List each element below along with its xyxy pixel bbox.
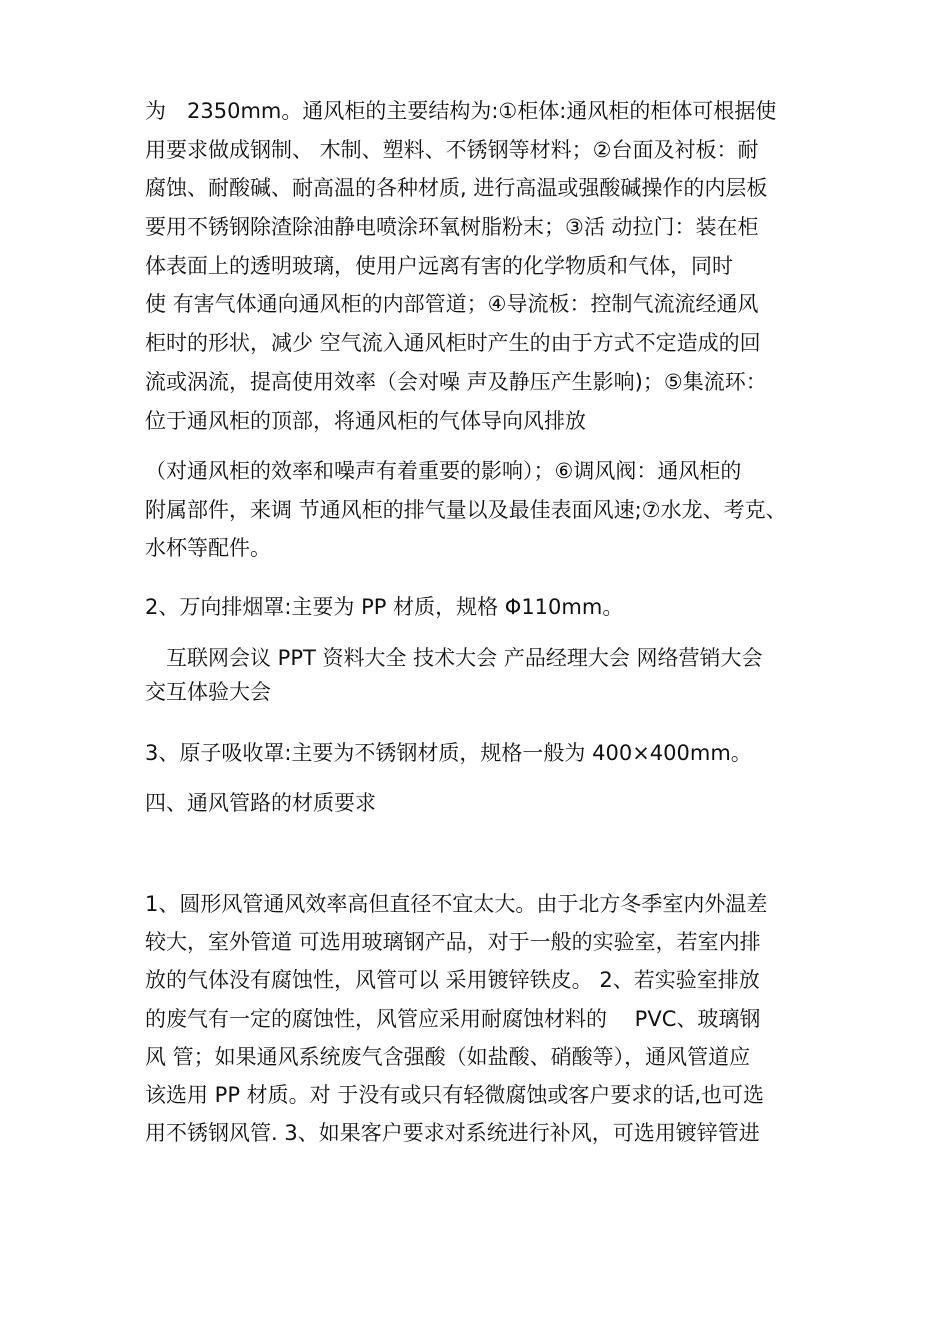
text-line: 3、原子吸收罩:主要为不锈钢材质，规格一般为 400×400mm。: [145, 741, 752, 765]
text-line: （对通风柜的效率和噪声有着重要的影响）；⑥调风阀：通风柜的: [145, 459, 742, 483]
section-heading: [145, 784, 817, 823]
paragraph-fume-hood-structure: [145, 92, 817, 440]
text-line: 互联网会议 PPT 资料大全 技术大会 产品经理大会 网络营销大会: [145, 646, 763, 670]
text-line: 用要求做成钢制、 木制、塑料、不锈钢等材料；②台面及衬板：耐: [145, 137, 759, 162]
text-line: 柜时的形状，减少 空气流入通风柜时产生的由于方式不定造成的回: [145, 331, 761, 356]
text-line: 流或涡流，提高使用效率（会对噪 声及静压产生影响)；⑤集流环：: [145, 369, 767, 394]
heading-text: 四、通风管路的材质要求: [145, 791, 376, 815]
text-line: 为 2350mm。通风柜的主要结构为:①柜体:通风柜的柜体可根据使: [145, 99, 777, 123]
text-line: 的废气有一定的腐蚀性，风管应采用耐腐蚀材料的 PVC、玻璃钢: [145, 1006, 761, 1031]
text-line: 体表面上的透明玻璃，使用户远离有害的化学物质和气体，同时: [145, 253, 733, 278]
text-line: 要用不锈钢除渣除油静电喷涂环氧树脂粉末；③活 动拉门：装在柜: [145, 215, 759, 240]
text-line: 风 管；如果通风系统废气含强酸（如盐酸、硝酸等），通风管道应: [145, 1044, 751, 1069]
paragraph-universal-exhaust-hood: [145, 588, 817, 627]
text-line: 腐蚀、耐酸碱、耐高温的各种材质, 进行高温或强酸碱操作的内层板: [145, 176, 768, 201]
text-line: 水杯等配件。: [145, 536, 271, 561]
paragraph-watermark-ad: [145, 641, 817, 709]
text-line: 2、万向排烟罩:主要为 PP 材质，规格 Φ110mm。: [145, 595, 624, 619]
paragraph-fume-hood-structure-cont: [145, 452, 817, 568]
text-line: 较大，室外管道 可选用玻璃钢产品，对于一般的实验室，若室内排: [145, 930, 761, 955]
text-line: 附属部件，来调 节通风柜的排气量以及最佳表面风速;⑦水龙、考克、: [145, 497, 787, 522]
text-line: 放的气体没有腐蚀性，风管可以 采用镀锌铁皮。 2、若实验室排放: [145, 968, 760, 993]
paragraph-duct-materials: [145, 885, 817, 1152]
text-line: 使 有害气体通向通风柜的内部管道；④导流板：控制气流流经通风: [145, 292, 759, 317]
text-line: 位于通风柜的顶部，将通风柜的气体导向风排放: [145, 408, 586, 433]
text-line: 交互体验大会: [145, 680, 271, 704]
paragraph-atomic-absorption-hood: [145, 734, 817, 773]
text-line: 该选用 PP 材质。对 于没有或只有轻微腐蚀或客户要求的话,也可选: [145, 1082, 765, 1107]
text-line: 用不锈钢风管. 3、如果客户要求对系统进行补风，可选用镀锌管进: [145, 1121, 760, 1146]
text-line: 1、圆形风管通风效率高但直径不宜太大。由于北方冬季室内外温差: [145, 892, 768, 916]
